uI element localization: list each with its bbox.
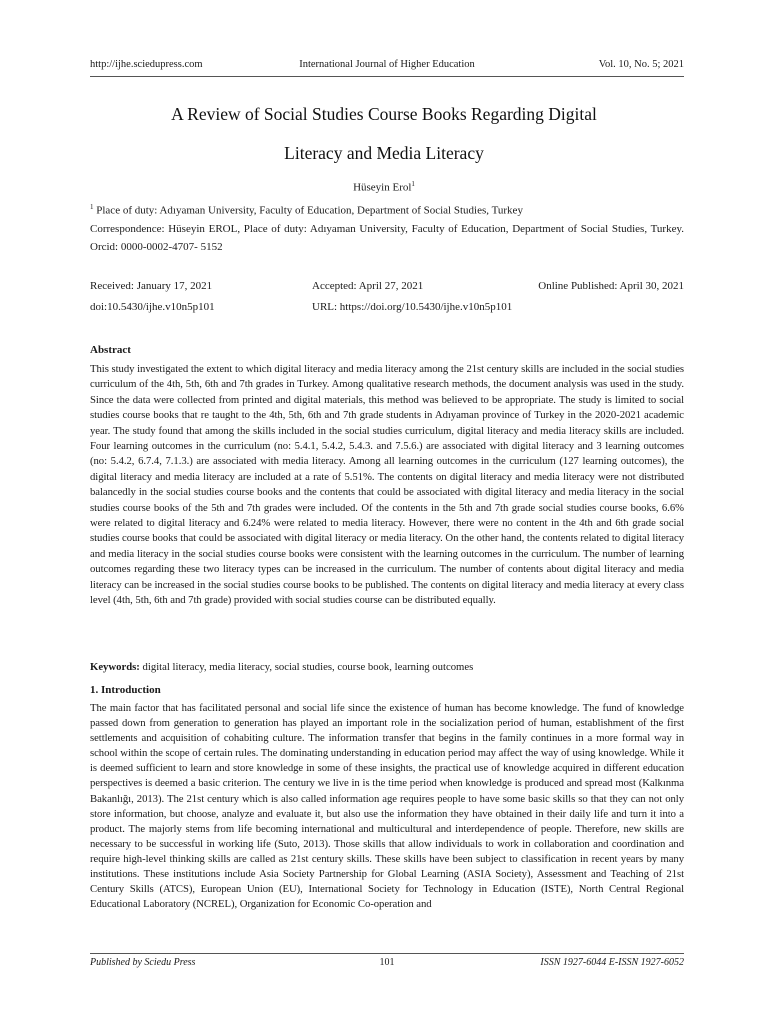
paper-title-line-1: A Review of Social Studies Course Books Regarding Digital: [171, 104, 597, 124]
doi-url[interactable]: URL: https://doi.org/10.5430/ijhe.v10n5p101: [312, 301, 513, 313]
keywords: [90, 661, 684, 673]
received-date: Received: January 17, 2021: [90, 280, 213, 292]
introduction-heading: 1. Introduction: [90, 684, 161, 696]
abstract-heading: Abstract: [90, 344, 131, 356]
journal-name: International Journal of Higher Education: [299, 59, 475, 70]
page-number: 101: [379, 957, 395, 968]
accepted-date: Accepted: April 27, 2021: [312, 280, 424, 292]
affiliation: [90, 198, 684, 220]
affiliation-mark: 1: [90, 203, 94, 211]
running-header: [90, 58, 684, 77]
published-date: Online Published: April 30, 2021: [538, 280, 684, 292]
author-affiliation-mark: 1: [411, 180, 415, 188]
dates-row: [90, 280, 684, 296]
correspondence: Correspondence: Hüseyin EROL, Place of duty: Adıyaman University, Faculty of Education, Department of Social Studies, Turkey. Orcid: 0000-0002-4707- 5152: [90, 223, 684, 253]
paper-title-line-2: Literacy and Media Literacy: [284, 143, 484, 163]
affiliation-text: Place of duty: Adıyaman University, Faculty of Education, Department of Social Studies, Turkey: [93, 204, 523, 217]
keywords-text: digital literacy, media literacy, social studies, course book, learning outcomes: [139, 661, 474, 673]
journal-url[interactable]: http://ijhe.sciedupress.com: [90, 59, 203, 70]
doi[interactable]: doi:10.5430/ijhe.v10n5p101: [90, 301, 215, 313]
volume-info: Vol. 10, No. 5; 2021: [598, 59, 684, 70]
publisher: Published by Sciedu Press: [90, 957, 196, 968]
identifiers-row: [90, 301, 684, 317]
page-footer: [90, 953, 684, 972]
author: [0, 180, 768, 194]
keywords-label: Keywords:: [90, 661, 140, 673]
abstract-body: This study investigated the extent to which digital literacy and media literacy among the 21st century skills are included in the social studies curriculum of the 4th, 5th, 6th and 7th grades in Turkey. Among qualitative research methods, the document analysis was used in the study. Since the data were collected from printed and digital materials, this method was believed to be appropriate. The study is limited to social studies course books that re taught to the 4th, 5th, 6th and 7th grade students in Adıyaman province of Turkey in the 2020-2021 academic year. The study found that among the skills included in the social studies curriculum, digital literacy and media literacy skills are included. Four learning outcomes in the curriculum (no: 5.4.1, 5.4.2, 5.4.3. and 7.5.6.) are associated with digital literacy and 3 learning outcomes (no: 5.4.2, 6.7.4, 7.1.3.) are associated with media literacy. Among all learning outcomes in the curriculum (127 learning outcomes), the digital literacy and media literacy are included at a rate of 5.51%. The contents on digital literacy and media literacy were not distributed balancedly in the social studies course books and the contents that could be associated with digital literacy and media literacy in the social studies course books of the 5th and 7th grades were included. Of the contents in the 5th and 7th grade social studies course books, 6.6% were related to digital literacy and 6.24% were related to media literacy. However, there were no content in the 4th and 6th grade social studies course books that could be associated with digital literacy or media literacy. On the other hand, the contents related to digital literacy and media literacy in the social studies course books were consistent with the learning outcomes in the curriculum. The number of learning outcomes regarding these two literacy types can be increased in the curriculum. The number of contents about digital literacy and media literacy can be increased in the social studies course books to be published. The contents on digital literacy and media literacy at every class level (4th, 5th, 6th and 7th grade) provided with social studies course can be distributed equally.: [90, 363, 684, 607]
issn: ISSN 1927-6044 E-ISSN 1927-6052: [540, 957, 684, 968]
introduction-body: The main factor that has facilitated personal and social life since the existence of human has become knowledge. The fund of knowledge passed down from generation to generation has played an important role in the socialization period of human, establishment of the first settlements and acquisition of cohabiting culture. The information transfer that begins in the family continues in a more formal way in school within the scope of certain rules. The dominating understanding in education period may affect the way of using knowledge. While it is deemed sufficient to learn and store knowledge in some of these insights, the practical use of knowledge acquired in different education perspectives is deemed a basic criterion. The century we live in is the time period when knowledge is produced and spread most (Kalkınma Bakanlığı, 2013). The 21st century which is also called information age requires people to have some basic skills so that they can not only store information, but choose, analyze and evaluate it, but also use the information they have obtained in their daily life and turn it into a product. The majorly stems from life becoming international and multicultural and interdependence of people. Therefore, new skills are necessary to be successful in working life (Suto, 2013). Those skills that allow individuals to work in collaboration and coordination and require high-level thinking skills are called as 21st century skills. These skills have been subject to classification in recent years by many institutions. These institutions include Asia Society Partnership for Global Learning (ASIA Society), Assessment and Teaching of 21st Century Skills (ATCS), European Union (EU), International Society for Technology in Education (ISTE), North Central Regional Educational Laboratory (NCREL), Organization for Economic Co-operation and: [90, 702, 684, 911]
author-name: Hüseyin Erol: [353, 181, 412, 194]
